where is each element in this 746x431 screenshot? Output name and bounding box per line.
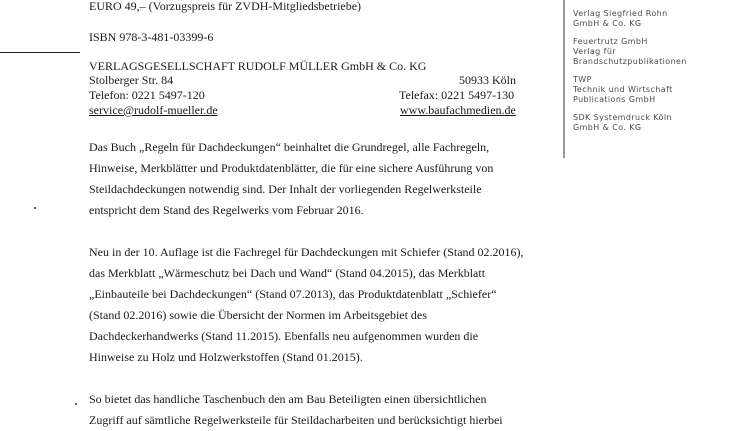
paragraph-line: Zugriff auf sämtliche Regelwerksteile für Steildacharbeiten und berücksichtigt hierbei <box>89 413 503 427</box>
body-paragraph <box>89 242 559 368</box>
margin-bullet-dot <box>75 403 77 405</box>
paragraph-line: So bietet das handliche Taschenbuch den am Bau Beteiligten einen übersichtlichen <box>89 392 487 406</box>
sidebar-line: Brandschutzpublikationen <box>573 57 687 66</box>
publisher-street: Stolberger Str. 84 <box>89 73 174 87</box>
publisher-name: VERLAGSGESELLSCHAFT RUDOLF MÜLLER GmbH & Co. KG <box>89 59 427 73</box>
body-paragraph <box>89 137 559 221</box>
publisher-email-link[interactable]: service@rudolf-mueller.de <box>89 103 218 117</box>
publisher-website-link[interactable]: www.baufachmedien.de <box>400 103 516 117</box>
sidebar-line: Publications GmbH <box>573 95 656 104</box>
publisher-city: 50933 Köln <box>459 73 516 87</box>
sidebar-line: GmbH & Co. KG <box>573 123 642 132</box>
paragraph-line: Das Buch „Regeln für Dachdeckungen“ beinhaltet die Grundregel, alle Fachregeln, <box>89 140 490 154</box>
paragraph-line: Hinweise zu Holz und Holzwerkstoffen (Stand 01.2015). <box>89 350 363 364</box>
sidebar-line: TWP <box>573 75 592 84</box>
sidebar-line: Verlag für <box>573 47 616 56</box>
publisher-group-sidebar <box>563 0 746 158</box>
price-line: EURO 49,– (Vorzugspreis für ZVDH-Mitgliedsbetriebe) <box>89 0 362 13</box>
paragraph-line: Dachdeckerhandwerks (Stand 11.2015). Ebenfalls neu aufgenommen wurden die <box>89 329 479 343</box>
sidebar-line: Feuertrutz GmbH <box>573 37 648 46</box>
paragraph-line: Neu in der 10. Auflage ist die Fachregel für Dachdeckungen mit Schiefer (Stand 02.2016), <box>89 245 524 259</box>
paragraph-line: entspricht dem Stand des Regelwerks vom Februar 2016. <box>89 203 364 217</box>
paragraph-line: (Stand 02.2016) sowie die Übersicht der Normen im Arbeitsgebiet des <box>89 308 427 322</box>
sidebar-company <box>573 113 746 133</box>
sidebar-company <box>573 9 746 29</box>
publisher-fax: Telefax: 0221 5497-130 <box>399 88 515 102</box>
paragraph-line: Hinweise, Merkblätter und Produktdatenblätter, die für eine sichere Ausführung von <box>89 161 494 175</box>
sidebar-line: GmbH & Co. KG <box>573 19 642 28</box>
isbn-line: ISBN 978-3-481-03399-6 <box>89 30 214 44</box>
sidebar-company <box>573 75 746 105</box>
publisher-phone: Telefon: 0221 5497-120 <box>89 88 205 102</box>
sidebar-line: Technik und Wirtschaft <box>573 85 673 94</box>
margin-bullet-dot <box>34 207 36 209</box>
sidebar-line: SDK Systemdruck Köln <box>573 113 672 122</box>
sidebar-company <box>573 37 746 67</box>
left-margin-rule <box>0 52 80 53</box>
paragraph-line: das Merkblatt „Wärmeschutz bei Dach und Wand“ (Stand 04.2015), das Merkblatt <box>89 266 486 280</box>
sidebar-line: Verlag Siegfried Rohn <box>573 9 668 18</box>
paragraph-line: „Einbauteile bei Dachdeckungen“ (Stand 07.2013), das Produktdatenblatt „Schiefer“ <box>89 287 497 301</box>
paragraph-line: Steildachdeckungen notwendig sind. Der Inhalt der vorliegenden Regelwerksteile <box>89 182 482 196</box>
body-paragraph <box>89 389 559 431</box>
